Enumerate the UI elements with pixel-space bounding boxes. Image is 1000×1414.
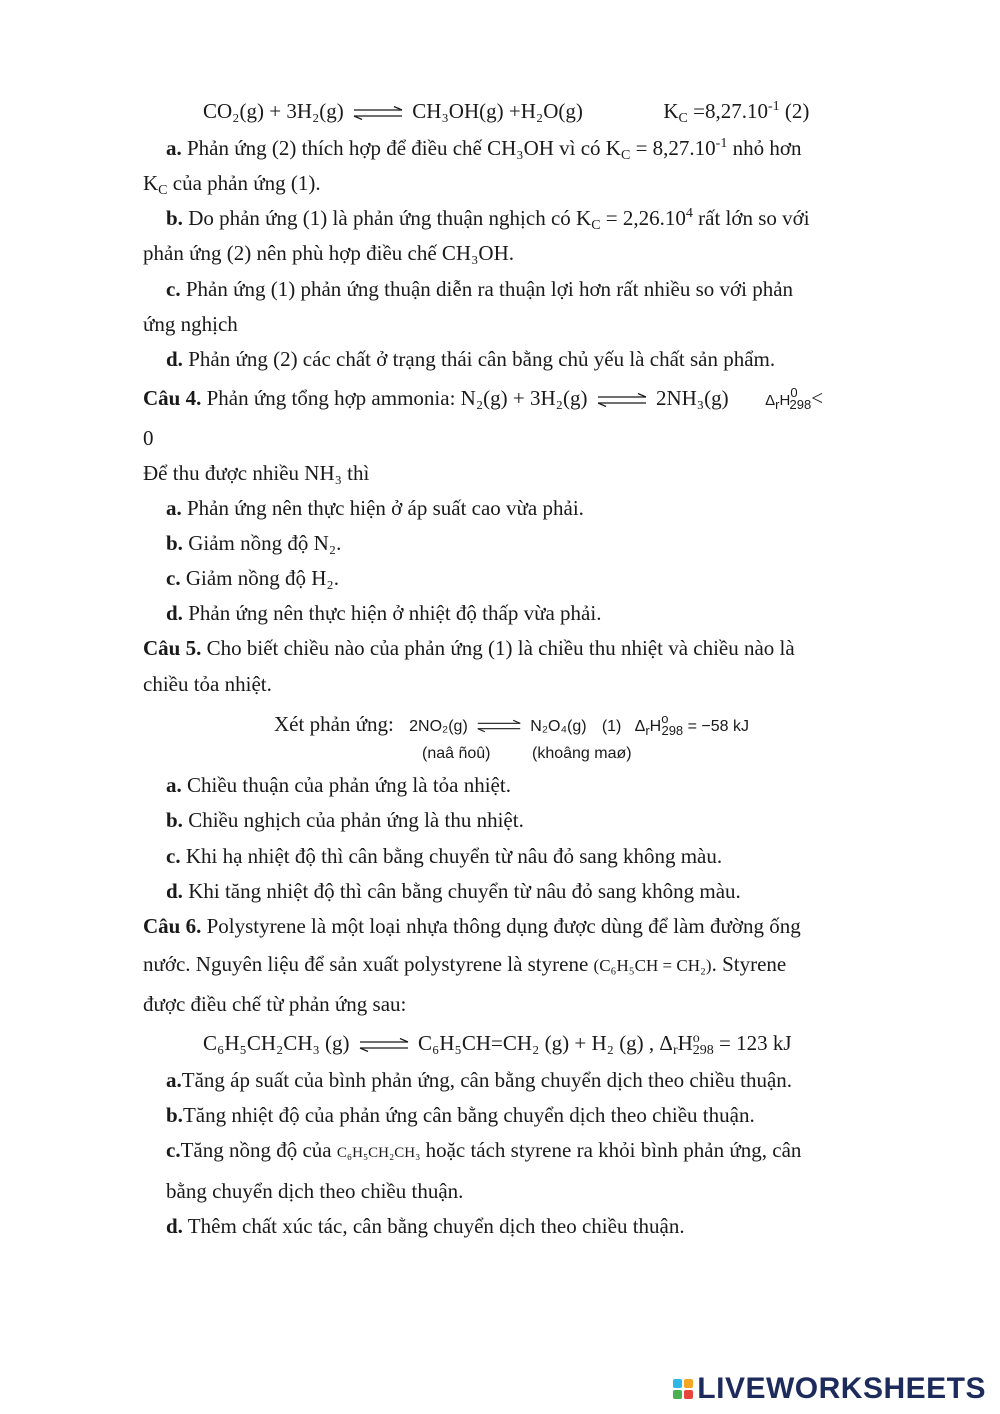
q3-option-a <box>166 134 801 162</box>
q5-xet-label: Xét phản ứng: <box>274 712 394 736</box>
q5-product: N₂O₄(g) <box>530 718 587 735</box>
q6-dh-r: r <box>672 1043 678 1058</box>
equilibrium-arrow-icon <box>358 1038 410 1052</box>
option-label: d. <box>166 601 183 625</box>
q5-option-c <box>166 842 722 870</box>
q3-b-text3: rất lớn so với <box>692 206 810 230</box>
q3-a-text2: = 8,27.10 <box>630 136 716 160</box>
q6-cont1-b: . Styrene <box>711 952 787 976</box>
q5-stem-cont: chiều tỏa nhiệt. <box>143 672 272 696</box>
q6-products: C₆H₅CH=CH₂ (g) + H₂ (g) , Δ <box>418 1031 673 1055</box>
option-label: a. <box>166 136 182 160</box>
option-label: a. <box>166 1068 182 1092</box>
enthalpy-symbol: $\Delta_rH^0_{298}$ <box>765 385 812 412</box>
equilibrium-arrow-icon <box>352 106 404 120</box>
logo-icon <box>673 1379 693 1399</box>
q6-stem-cont2: được điều chế từ phản ứng sau: <box>143 992 407 1016</box>
option-label: a. <box>166 773 182 797</box>
q3-b-sub: C <box>591 218 601 233</box>
q3-b-text2: = 2,26.10 <box>600 206 686 230</box>
q6-option-c <box>166 1136 801 1167</box>
eq2-k-value: =8,27.10 <box>687 99 768 123</box>
option-label: c. <box>166 566 181 590</box>
q3-a-cont-sub: C <box>158 183 168 198</box>
q6-dh-value: = 123 kJ <box>713 1031 792 1055</box>
option-label: b. <box>166 808 183 832</box>
q3-option-b-cont: phản ứng (2) nên phù hợp điều chế CH₃OH. <box>143 241 514 265</box>
q3-a-text1: Phản ứng (2) thích hợp để điều chế CH₃OH vì có K <box>181 136 621 160</box>
q6-reactant: C₆H₅CH₂CH₃ (g) <box>203 1031 350 1055</box>
q5-option-b <box>166 806 524 834</box>
option-label: c. <box>166 844 181 868</box>
q3-option-b <box>166 204 810 232</box>
q4-a-text: Phản ứng nên thực hiện ở áp suất cao vừa phải. <box>181 496 584 520</box>
q3-b-text1: Do phản ứng (1) là phản ứng thuận nghịch có K <box>182 206 592 230</box>
q6-text: Polystyrene là một loại nhựa thông dụng được dùng để làm đường ống <box>201 914 801 938</box>
option-label: d. <box>166 879 183 903</box>
option-label: b. <box>166 531 183 555</box>
q6-c-formula: C₆H₅CH₂CH₃ <box>336 1145 421 1161</box>
q6-dh-sub: 298 <box>692 1043 714 1058</box>
q5-dh-sup: o <box>661 711 669 726</box>
q4-option-d <box>166 599 601 627</box>
q3-option-c <box>166 275 793 303</box>
question-label: Câu 5. <box>143 636 202 660</box>
q5-reaction <box>274 710 749 741</box>
q3-option-a-cont <box>143 169 321 197</box>
q4-c-text: Giảm nồng độ H₂. <box>180 566 339 590</box>
q5-reactant: 2NO₂(g) <box>409 718 468 735</box>
q4-dh-sub: 298 <box>789 397 812 412</box>
q6-b-text: Tăng nhiệt độ của phản ứng cân bằng chuyển dịch theo chiều thuận. <box>182 1103 755 1127</box>
q6-d-text: Thêm chất xúc tác, cân bằng chuyển dịch theo chiều thuận. <box>182 1214 685 1238</box>
q3-d-text: Phản ứng (2) các chất ở trạng thái cân bằng chủ yếu là chất sản phẩm. <box>182 347 776 371</box>
q5-option-a <box>166 771 511 799</box>
eq2-k-sub: C <box>678 111 688 126</box>
q6-styrene-formula: (C₆H₅CH = CH₂) <box>593 956 712 975</box>
q5-option-d <box>166 877 741 905</box>
q3-c-text: Phản ứng (1) phản ứng thuận diễn ra thuận lợi hơn rất nhiều so với phản <box>180 277 794 301</box>
q5-stem <box>143 634 795 662</box>
q4-text: Phản ứng tổng hợp ammonia: N₂(g) + 3H₂(g) <box>201 386 588 410</box>
q4-option-a <box>166 494 584 522</box>
q3-b-sup: 4 <box>685 206 693 221</box>
q5-dh-value: = −58 kJ <box>683 718 749 735</box>
option-label: b. <box>166 1103 183 1127</box>
q6-stem-inner <box>143 912 801 940</box>
brand-name: LIVEWORKSHEETS <box>697 1372 986 1405</box>
q4-less-than: < <box>811 386 824 410</box>
q3-a-sup: -1 <box>715 136 728 151</box>
q6-equation <box>203 1029 792 1057</box>
q6-dh-sup: o <box>692 1031 700 1046</box>
q6-stem-cont1 <box>143 950 786 980</box>
q3-a-sub: C <box>620 148 631 163</box>
option-label: d. <box>166 1214 183 1238</box>
eq2-k-exp: -1 <box>767 99 780 114</box>
q6-dh-h: H <box>677 1031 693 1055</box>
eq2-number: (2) <box>779 99 810 123</box>
q6-a-text: Tăng áp suất của bình phản ứng, cân bằng chuyển dịch theo chiều thuận. <box>181 1068 793 1092</box>
option-label: a. <box>166 496 182 520</box>
q6-c-text1: Tăng nồng độ của <box>180 1138 337 1162</box>
q4-stem <box>143 384 823 415</box>
q6-option-c-cont: bằng chuyển dịch theo chiều thuận. <box>166 1179 464 1203</box>
enthalpy-symbol: $\Delta_rH^o_{298} = -58$ kJ <box>634 711 749 738</box>
q4-option-b <box>166 529 341 557</box>
q3-option-c-cont: ứng nghịch <box>143 312 238 336</box>
q5-b-text: Chiều nghịch của phản ứng là thu nhiệt. <box>182 808 524 832</box>
q5-c-text: Khi hạ nhiệt độ thì cân bằng chuyển từ nâu đỏ sang không màu. <box>180 844 723 868</box>
q4-prompt: Để thu được nhiều NH₃ thì <box>143 461 370 485</box>
q6-option-b <box>166 1101 755 1129</box>
option-label: c. <box>166 277 181 301</box>
equilibrium-arrow-icon <box>476 719 522 733</box>
q4-zero: 0 <box>143 426 154 450</box>
q6-option-d <box>166 1212 685 1240</box>
q5-d-text: Khi tăng nhiệt độ thì cân bằng chuyển từ nâu đỏ sang không màu. <box>182 879 741 903</box>
q6-stem <box>143 912 905 940</box>
equation-2 <box>203 97 809 125</box>
q4-dh-r: r <box>775 397 780 412</box>
q5-a-text: Chiều thuận của phản ứng là tỏa nhiệt. <box>181 773 511 797</box>
q5-dh-r: r <box>645 723 650 738</box>
q6-option-a <box>166 1066 792 1094</box>
q3-option-d <box>166 345 775 373</box>
q4-b-text: Giảm nồng độ N₂. <box>182 531 342 555</box>
equilibrium-arrow-icon <box>596 393 648 407</box>
eq2-products: CH₃OH(g) +H₂O(g) <box>412 99 583 123</box>
q5-color-note-left: (naâ ñoû) <box>422 745 491 762</box>
q5-number: (1) <box>601 718 622 735</box>
q4-dh-sup: 0 <box>790 385 798 400</box>
q5-text: Cho biết chiều nào của phản ứng (1) là chiều thu nhiệt và chiều nào là <box>201 636 795 660</box>
q3-a-cont1: K <box>143 171 159 195</box>
question-label: Câu 4. <box>143 386 202 410</box>
q5-color-note-right: (khoâng maø) <box>532 745 632 762</box>
question-label: Câu 6. <box>143 914 202 938</box>
eq2-reactants: CO₂(g) + 3H₂(g) <box>203 99 344 123</box>
q4-option-c <box>166 564 339 592</box>
option-label: b. <box>166 206 183 230</box>
q5-dh-sub: 298 <box>661 723 684 738</box>
q4-d-text: Phản ứng nên thực hiện ở nhiệt độ thấp vừa phải. <box>182 601 602 625</box>
option-label: c. <box>166 1138 181 1162</box>
option-label: d. <box>166 347 183 371</box>
q4-product: 2NH₃(g) <box>655 386 729 410</box>
q6-cont1-a: nước. Nguyên liệu để sản xuất polystyrene là styrene <box>143 952 589 976</box>
liveworksheets-logo[interactable] <box>673 1372 986 1406</box>
q3-a-cont2: của phản ứng (1). <box>167 171 321 195</box>
eq2-k: K <box>663 99 679 123</box>
q6-c-text2: hoặc tách styrene ra khỏi bình phản ứng, cân <box>420 1138 802 1162</box>
q3-a-text3: nhỏ hơn <box>727 136 802 160</box>
